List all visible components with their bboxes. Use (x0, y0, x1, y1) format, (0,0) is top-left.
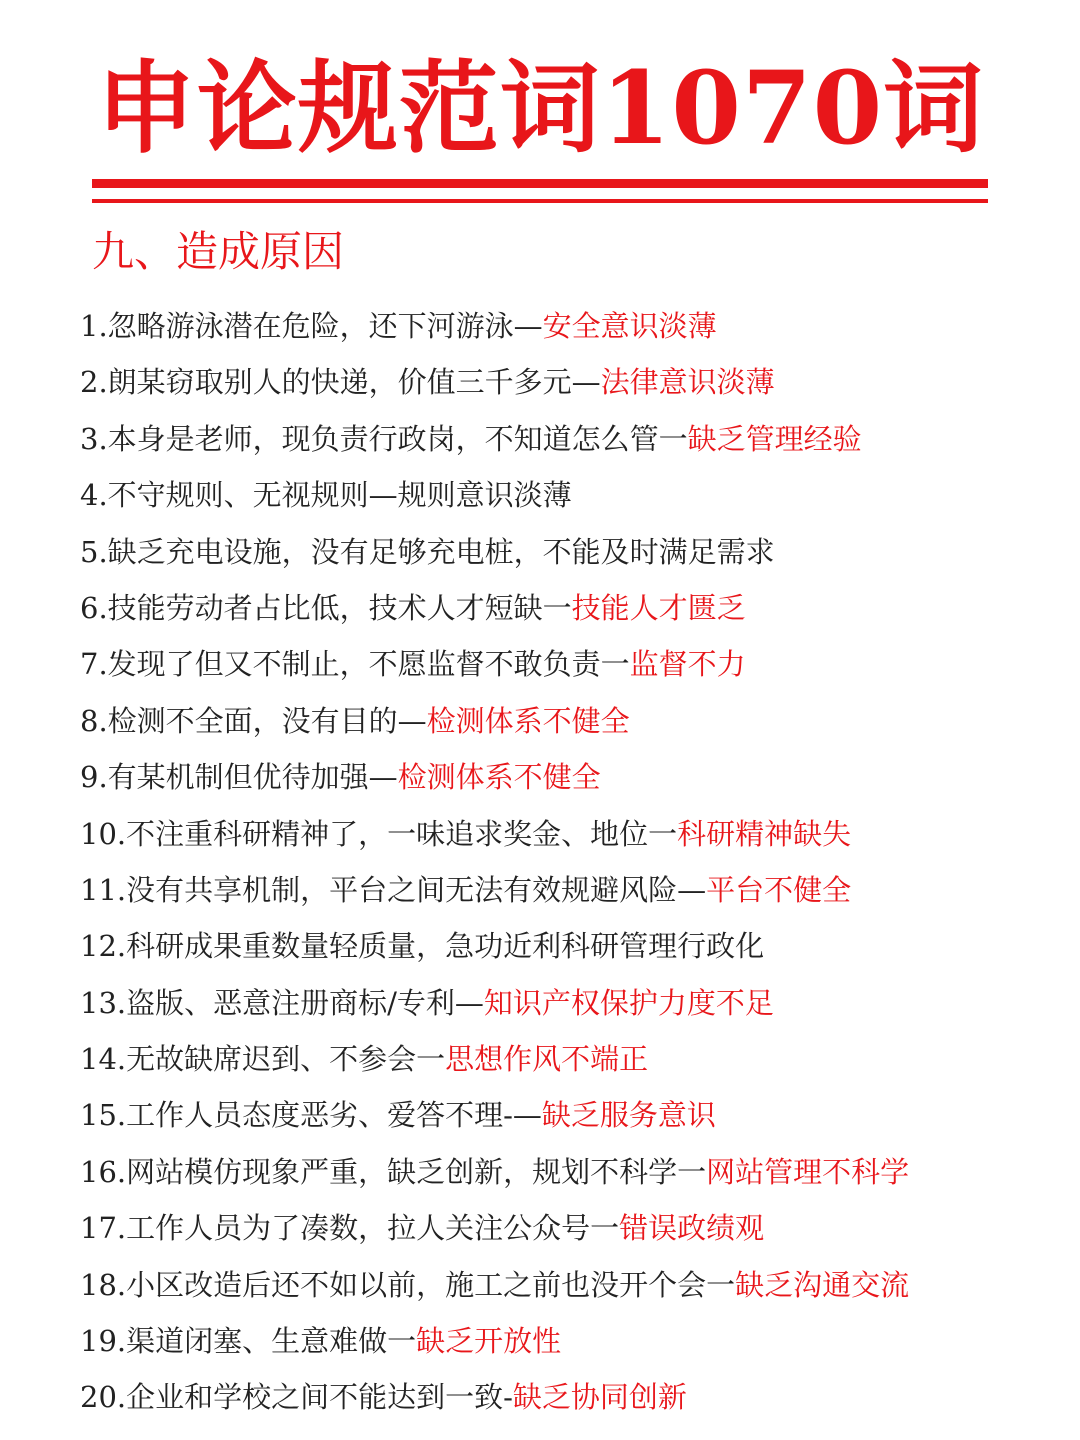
title-divider-thick (92, 179, 988, 188)
item-text: 9.有某机制但优待加强— (80, 760, 398, 795)
item-text: 15.工作人员态度恶劣、爱答不理-— (80, 1098, 542, 1133)
item-highlight: 缺乏协同创新 (512, 1380, 687, 1415)
item-text: 19.渠道闭塞、生意难做一 (80, 1324, 417, 1359)
item-highlight: 错误政绩观 (619, 1211, 765, 1246)
item-highlight: 科研精神缺失 (677, 816, 852, 851)
item-text: 13.盗版、恶意注册商标/专利— (80, 985, 484, 1020)
item-text: 11.没有共享机制，平台之间无法有效规避风险— (80, 872, 707, 907)
list-item (80, 806, 1040, 862)
item-text: 7.发现了但又不制止，不愿监督不敢负责一 (80, 647, 630, 682)
item-text: 1.忽略游泳潜在危险，还下河游泳— (80, 309, 543, 343)
item-text: 6.技能劳动者占比低，技术人才短缺一 (80, 590, 572, 625)
item-highlight: 平台不健全 (706, 872, 852, 907)
list-item (80, 1087, 1040, 1143)
item-text: 16.网站模仿现象严重，缺乏创新，规划不科学一 (80, 1154, 707, 1189)
item-text: 4.不守规则、无视规则—规则意识淡薄 (80, 478, 572, 513)
list-item (80, 524, 1040, 580)
item-highlight: 检测体系不健全 (426, 703, 630, 738)
list-item (80, 411, 1040, 467)
item-highlight: 法律意识淡薄 (600, 365, 775, 400)
item-text: 8.检测不全面，没有目的— (80, 703, 427, 738)
list-item (80, 749, 1040, 805)
item-text: 3.本身是老师，现负责行政岗，不知道怎么管一 (80, 421, 688, 456)
list-item (80, 467, 1040, 523)
list-item (80, 636, 1040, 692)
list-item (80, 354, 1040, 410)
list-item (80, 580, 1040, 636)
list-item (80, 975, 1040, 1031)
item-text: 5.缺乏充电设施，没有足够充电桩，不能及时满足需求 (80, 534, 775, 569)
item-highlight: 知识产权保护力度不足 (483, 985, 774, 1020)
item-text: 18.小区改造后还不如以前，施工之前也没开个会一 (80, 1267, 736, 1302)
list-item (80, 1257, 1040, 1313)
cause-list (80, 298, 1040, 1426)
page-title: 申论规范词1070词 (95, 49, 985, 167)
title-divider-thin (92, 199, 988, 203)
item-text: 20.企业和学校之间不能达到一致- (80, 1380, 513, 1415)
list-item (80, 1200, 1040, 1256)
item-highlight: 缺乏管理经验 (687, 421, 862, 456)
item-highlight: 技能人才匮乏 (571, 590, 746, 625)
section-heading: 九、造成原因 (92, 227, 345, 276)
list-item (80, 693, 1040, 749)
list-item (80, 1031, 1040, 1087)
list-item (80, 1369, 1040, 1425)
item-highlight: 安全意识淡薄 (542, 309, 717, 343)
item-highlight: 网站管理不科学 (706, 1154, 910, 1189)
item-highlight: 缺乏开放性 (416, 1324, 562, 1359)
item-text: 2.朗某窃取别人的快递，价值三千多元— (80, 365, 601, 400)
list-item (80, 1313, 1040, 1369)
item-text: 10.不注重科研精神了，一味追求奖金、地位一 (80, 816, 678, 851)
item-highlight: 缺乏沟通交流 (735, 1267, 910, 1302)
item-text: 12.科研成果重数量轻质量，急功近利科研管理行政化 (80, 929, 765, 964)
item-text: 14.无故缺席迟到、不参会一 (80, 1042, 446, 1077)
item-highlight: 检测体系不健全 (397, 760, 601, 795)
list-item (80, 918, 1040, 974)
item-highlight: 监督不力 (629, 647, 746, 682)
list-item (80, 862, 1040, 918)
item-highlight: 缺乏服务意识 (541, 1098, 716, 1133)
item-highlight: 思想作风不端正 (445, 1042, 649, 1077)
item-text: 17.工作人员为了凑数，拉人关注公众号一 (80, 1211, 620, 1246)
list-item (80, 1144, 1040, 1200)
list-item (80, 298, 1040, 354)
